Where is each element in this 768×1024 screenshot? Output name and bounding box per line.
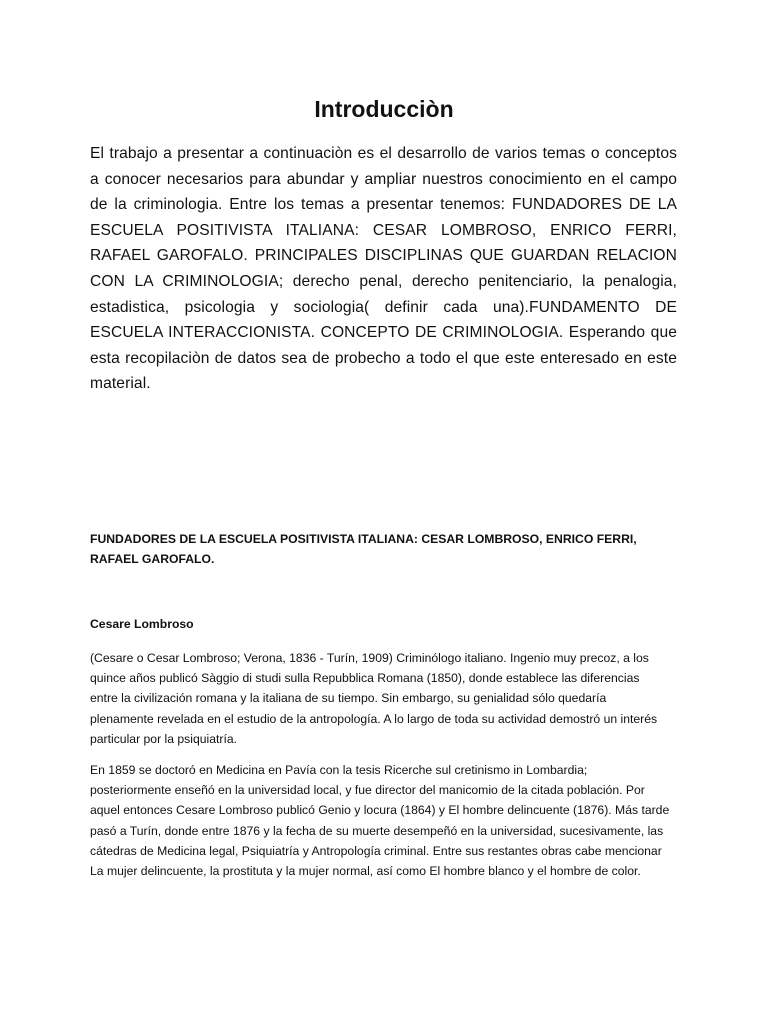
section-heading: FUNDADORES DE LA ESCUELA POSITIVISTA ITALIANA: CESAR LOMBROSO, ENRICO FERRI, RAFAEL GAROFALO.: [90, 532, 637, 566]
body-paragraph-1: (Cesare o Cesar Lombroso; Verona, 1836 - Turín, 1909) Criminólogo italiano. Ingenio muy precoz, a los quince años publicó Sàggio di studi sulla Repubblica Romana (1850), donde establece las diferencias entre la civilización romana y la italiana de su tiempo. Sin embargo, su genialidad sólo quedaría plenamente revelada en el estudio de la antropología. A lo largo de toda su actividad demostró un interés particular por la psiquiatría.: [90, 651, 658, 746]
intro-paragraph: El trabajo a presentar a continuaciòn es el desarrollo de varios temas o conceptos a conocer necesarios para abundar y ampliar nuestros conocimiento en el campo de la criminologia. Entre los temas a presentar tenemos: FUNDADORES DE LA ESCUELA POSITIVISTA ITALIANA: CESAR LOMBROSO, ENRICO FERRI, RAFAEL GAROFALO. PRINCIPALES DISCIPLINAS QUE GUARDAN RELACION CON LA CRIMINOLOGIA; derecho penal, derecho penitenciario, la penalogia, estadistica, psicologia y sociologia( definir cada una).FUNDAMENTO DE ESCUELA INTERACCIONISTA. CONCEPTO DE CRIMINOLOGIA. Esperando que esta recopilaciòn de datos sea de probecho a todo el que este enteresado en este material.: [90, 145, 677, 393]
body-paragraph-2: En 1859 se doctoró en Medicina en Pavía con la tesis Ricerche sul cretinismo in Lombardia; posteriormente enseñó en la universidad local, y fue director del manicomio de la citada población. Por aquel entonces Cesare Lombroso publicó Genio y locura (1864) y El hombre delincuente (1876). Más tarde pasó a Turín, donde entre 1876 y la fecha de su muerte desempeñó en la universidad, sucesivamente, las cátedras de Medicina legal, Psiquiatría y Antropología criminal. Entre sus restantes obras cabe mencionar La mujer delincuente, la prostituta y la mujer normal, así como El hombre blanco y el hombre de color.: [90, 763, 670, 879]
subheading-cesare-lombroso: Cesare Lombroso: [90, 617, 194, 631]
document-title: Introducciòn: [314, 96, 454, 122]
